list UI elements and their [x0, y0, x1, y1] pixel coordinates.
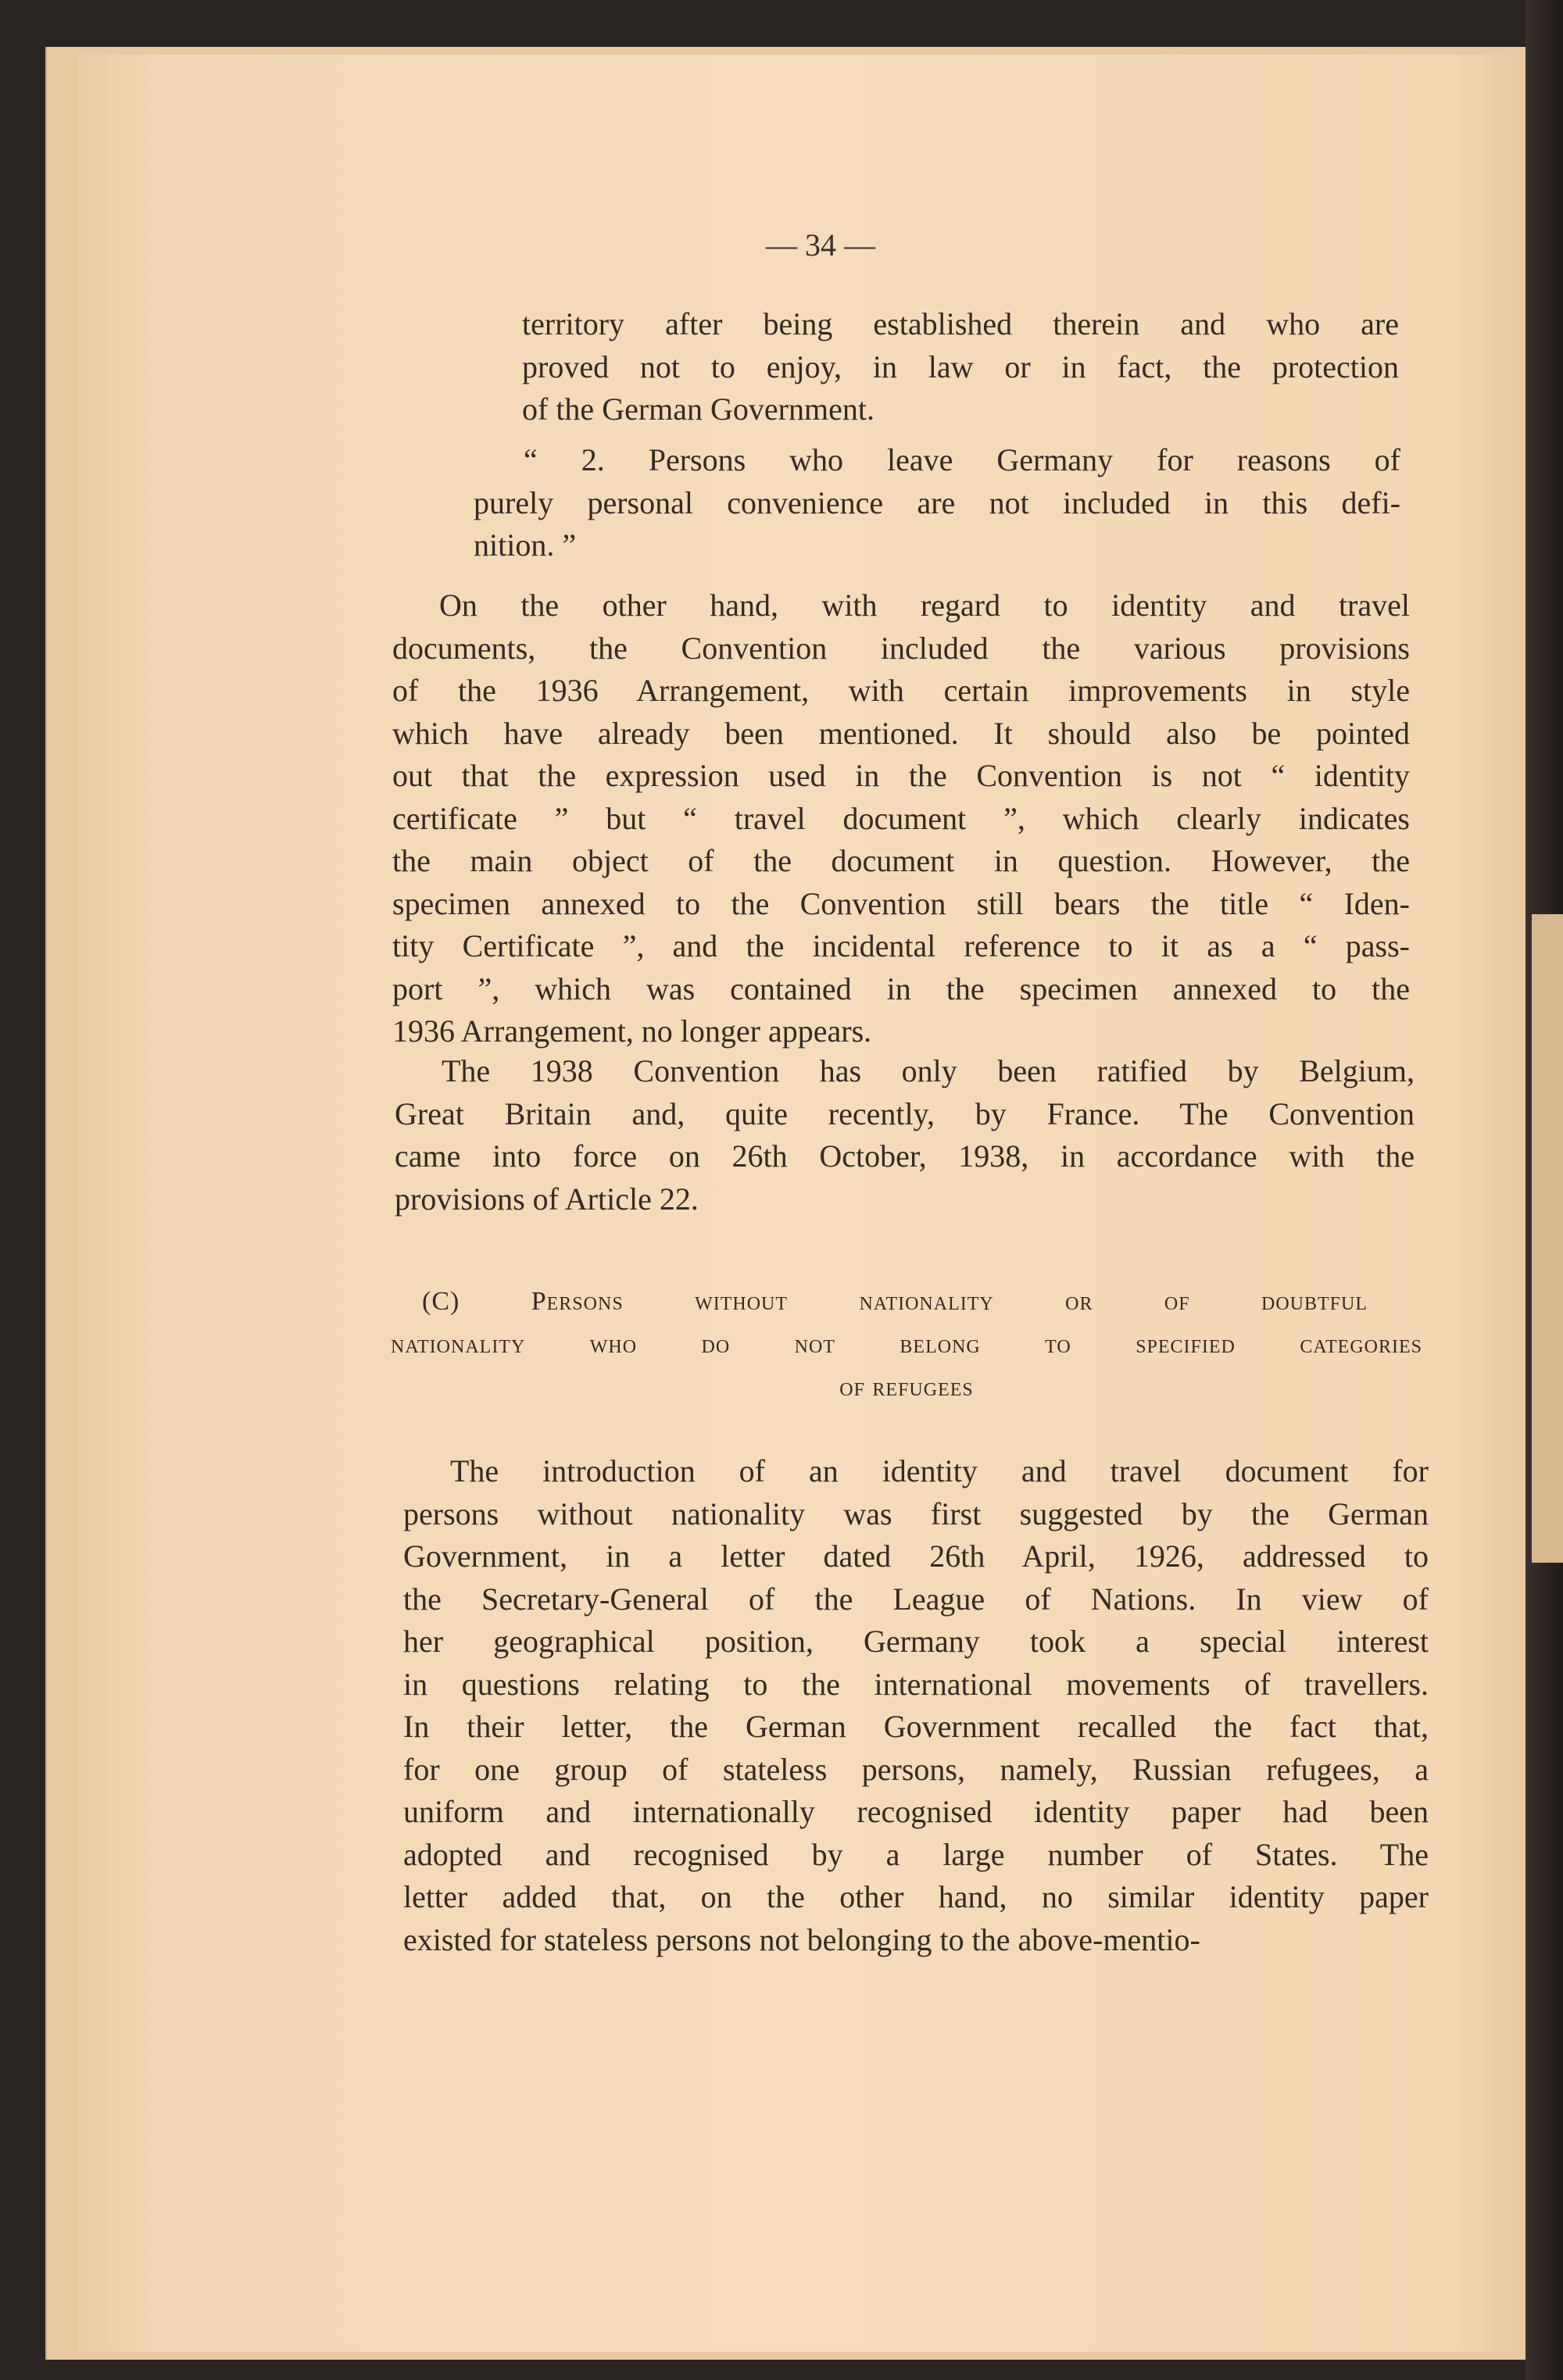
text-line: persons without nationality was first suggested by the German: [403, 1496, 1429, 1531]
text-line: specimen annexed to the Convention still bears the title “ Iden-: [392, 885, 1410, 921]
text-line: Great Britain and, quite recently, by France. The Convention: [395, 1095, 1415, 1131]
paragraph-1938-convention: [395, 1050, 1415, 1220]
text-line: Government, in a letter dated 26th April, 1926, addressed to: [403, 1538, 1429, 1574]
text-line: certificate ” but “ travel document ”, which clearly indicates: [392, 800, 1410, 836]
text-line: provisions of Article 22.: [395, 1181, 699, 1217]
text-line: 1936 Arrangement, no longer appears.: [392, 1013, 872, 1049]
text-line: port ”, which was contained in the specimen annexed to the: [392, 970, 1410, 1006]
text-line: The 1938 Convention has only been ratified by Belgium,: [442, 1053, 1415, 1088]
section-heading: [391, 1280, 1422, 1409]
text-line: which have already been mentioned. It should also be pointed: [392, 715, 1410, 751]
text-line: documents, the Convention included the various provisions: [392, 630, 1410, 666]
text-line: the Secretary-General of the League of Nations. In view of: [403, 1581, 1429, 1617]
text-line: of the German Government.: [522, 391, 874, 427]
text-line: “ 2. Persons who leave Germany for reasons of: [524, 442, 1400, 477]
text-line: purely personal convenience are not included in this defi-: [474, 484, 1400, 520]
text-line: letter added that, on the other hand, no similar identity paper: [403, 1879, 1429, 1914]
text-line: The introduction of an identity and travel document for: [450, 1453, 1429, 1488]
paragraph-travel-documents: [392, 584, 1410, 1053]
heading-line: of refugees: [839, 1373, 974, 1402]
heading-line: (C) Persons without nationality or of doubtful: [422, 1287, 1368, 1316]
text-line: in questions relating to the international movements of travellers.: [403, 1666, 1429, 1702]
text-line: In their letter, the German Government recalled the fact that,: [403, 1709, 1429, 1744]
heading-line: nationality who do not belong to specified categories: [391, 1330, 1422, 1359]
text-line: the main object of the document in question. However, the: [392, 843, 1410, 878]
paragraph-continuation: [522, 303, 1399, 431]
text-line: adopted and recognised by a large number of States. The: [403, 1836, 1429, 1872]
text-line: nition. ”: [474, 527, 577, 563]
text-line: uniform and internationally recognised identity paper had been: [403, 1794, 1429, 1829]
text-line: of the 1936 Arrangement, with certain improvements in style: [392, 673, 1410, 708]
text-line: out that the expression used in the Convention is not “ identity: [392, 758, 1410, 793]
paragraph-definition-2: [474, 439, 1400, 567]
text-line: for one group of stateless persons, namely, Russian refugees, a: [403, 1751, 1429, 1787]
text-line: came into force on 26th October, 1938, in accordance with the: [395, 1138, 1415, 1174]
paragraph-introduction: [403, 1450, 1429, 1961]
text-line: tity Certificate ”, and the incidental reference to it as a “ pass-: [392, 928, 1410, 963]
text-line: territory after being established therein and who are: [522, 306, 1399, 341]
facing-page-edge: [1532, 914, 1563, 1563]
text-line: On the other hand, with regard to identity and travel: [439, 588, 1410, 623]
text-line: existed for stateless persons not belonging to the above-mentio-: [403, 1921, 1200, 1957]
text-line: proved not to enjoy, in law or in fact, the protection: [522, 348, 1399, 384]
page-number: — 34 —: [766, 227, 875, 263]
text-line: her geographical position, Germany took a special interest: [403, 1624, 1429, 1659]
